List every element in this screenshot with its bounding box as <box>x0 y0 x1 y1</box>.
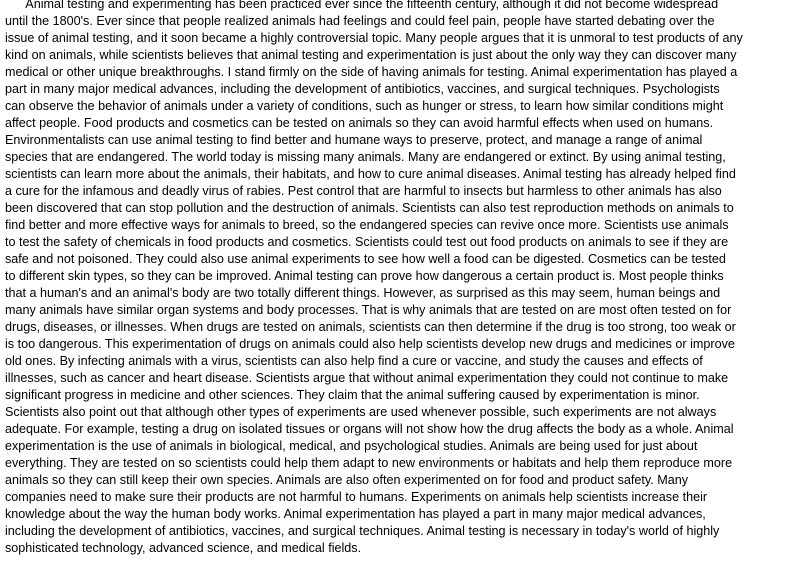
essay-line: to different skin types, so they can be improved. Animal testing can prove how dangerous a certain product is. Most people thinks <box>5 269 724 283</box>
essay-line: can observe the behavior of animals under a variety of conditions, such as hunger or stress, to learn how similar conditions might <box>5 99 724 113</box>
essay-line: been discovered that can stop pollution and the destruction of animals. Scientists can also test reproduction methods on animals to <box>5 201 734 215</box>
essay-line: a cure for the infamous and deadly virus of rabies. Pest control that are harmful to insects but harmless to other animals has also <box>5 184 722 198</box>
essay-line: significant progress in medicine and other sciences. They claim that the animal suffering caused by experimentation is minor. <box>5 388 700 402</box>
essay-line: is too dangerous. This experimentation of drugs on animals could also help scientists develop new drugs and medicines or improve <box>5 337 735 351</box>
essay-line: Environmentalists can use animal testing to find better and humane ways to preserve, protect, and manage a range of animal <box>5 133 703 147</box>
essay-line: medical or other unique breakthroughs. I stand firmly on the side of having animals for testing. Animal experimentation has played a <box>5 65 738 79</box>
essay-line: that a human's and an animal's body are two totally different things. However, as surprised as this may seem, human beings and <box>5 286 721 300</box>
essay-line: many animals have similar organ systems and body processes. That is why animals that are tested on are most often tested on for <box>5 303 732 317</box>
essay-line: to test the safety of chemicals in food products and cosmetics. Scientists could test out food products on animals to see if they are <box>5 235 729 249</box>
essay-line: including the development of antibiotics, vaccines, and surgical techniques. Animal testing is necessary in today's world of highly <box>5 524 720 538</box>
essay-line: until the 1800's. Ever since that people realized animals had feelings and could feel pain, people have started debating over the <box>5 14 715 28</box>
essay-line: illnesses, such as cancer and heart disease. Scientists argue that without animal experimentation they could not continue to make <box>5 371 729 385</box>
essay-line: Scientists also point out that although other types of experiments are used whenever possible, such experiments are not always <box>5 405 717 419</box>
essay-line: find better and more effective ways for animals to breed, so the endangered species can revive once more. Scientists use animals <box>5 218 729 232</box>
essay-line: adequate. For example, testing a drug on isolated tissues or organs will not show how the drug affects the body as a whole. Animal <box>5 422 734 436</box>
essay-line: companies need to make sure their products are not harmful to humans. Experiments on animals help scientists increase their <box>5 490 708 504</box>
essay-line: safe and not poisoned. They could also use animal experiments to see how well a food can be digested. Cosmetics can be tested <box>5 252 726 266</box>
essay-line: part in many major medical advances, including the development of antibiotics, vaccines, and surgical techniques. Psychologists <box>5 82 720 96</box>
essay-line: species that are endangered. The world today is missing many animals. Many are endangered or extinct. By using animal testing, <box>5 150 726 164</box>
essay-line: sophisticated technology, advanced science, and medical fields. <box>5 541 362 555</box>
essay-line: animals so they can still keep their own species. Animals are also often experimented on for food and product safety. Many <box>5 473 688 487</box>
essay-line: issue of animal testing, and it soon became a highly controversial topic. Many people argues that it is unmoral to test products of any <box>5 31 743 45</box>
essay-line: Animal testing and experimenting has been practiced ever since the fifteenth century, although it did not become widespread <box>5 0 719 11</box>
essay-line: experimentation is the use of animals in biological, medical, and psychological studies. Animals are being used for just about <box>5 439 698 453</box>
essay-line: knowledge about the way the human body works. Animal experimentation has played a part in many major medical advances, <box>5 507 706 521</box>
essay-line: scientists can learn more about the animals, their habitats, and how to cure animal diseases. Animal testing has already helped find <box>5 167 736 181</box>
essay-line: old ones. By infecting animals with a virus, scientists can also help find a cure or vaccine, and study the causes and effects of <box>5 354 703 368</box>
essay-body <box>5 0 798 557</box>
essay-line: everything. They are tested on so scientists could help them adapt to new environments or habitats and help them reproduce more <box>5 456 733 470</box>
essay-line: affect people. Food products and cosmetics can be tested on animals so they can avoid harmful effects when used on humans. <box>5 116 714 130</box>
essay-line: drugs, diseases, or illnesses. When drugs are tested on animals, scientists can then determine if the drug is too strong, too weak or <box>5 320 736 334</box>
essay-line: kind on animals, while scientists believes that animal testing and experimentation is just about the only way they can discover many <box>5 48 737 62</box>
